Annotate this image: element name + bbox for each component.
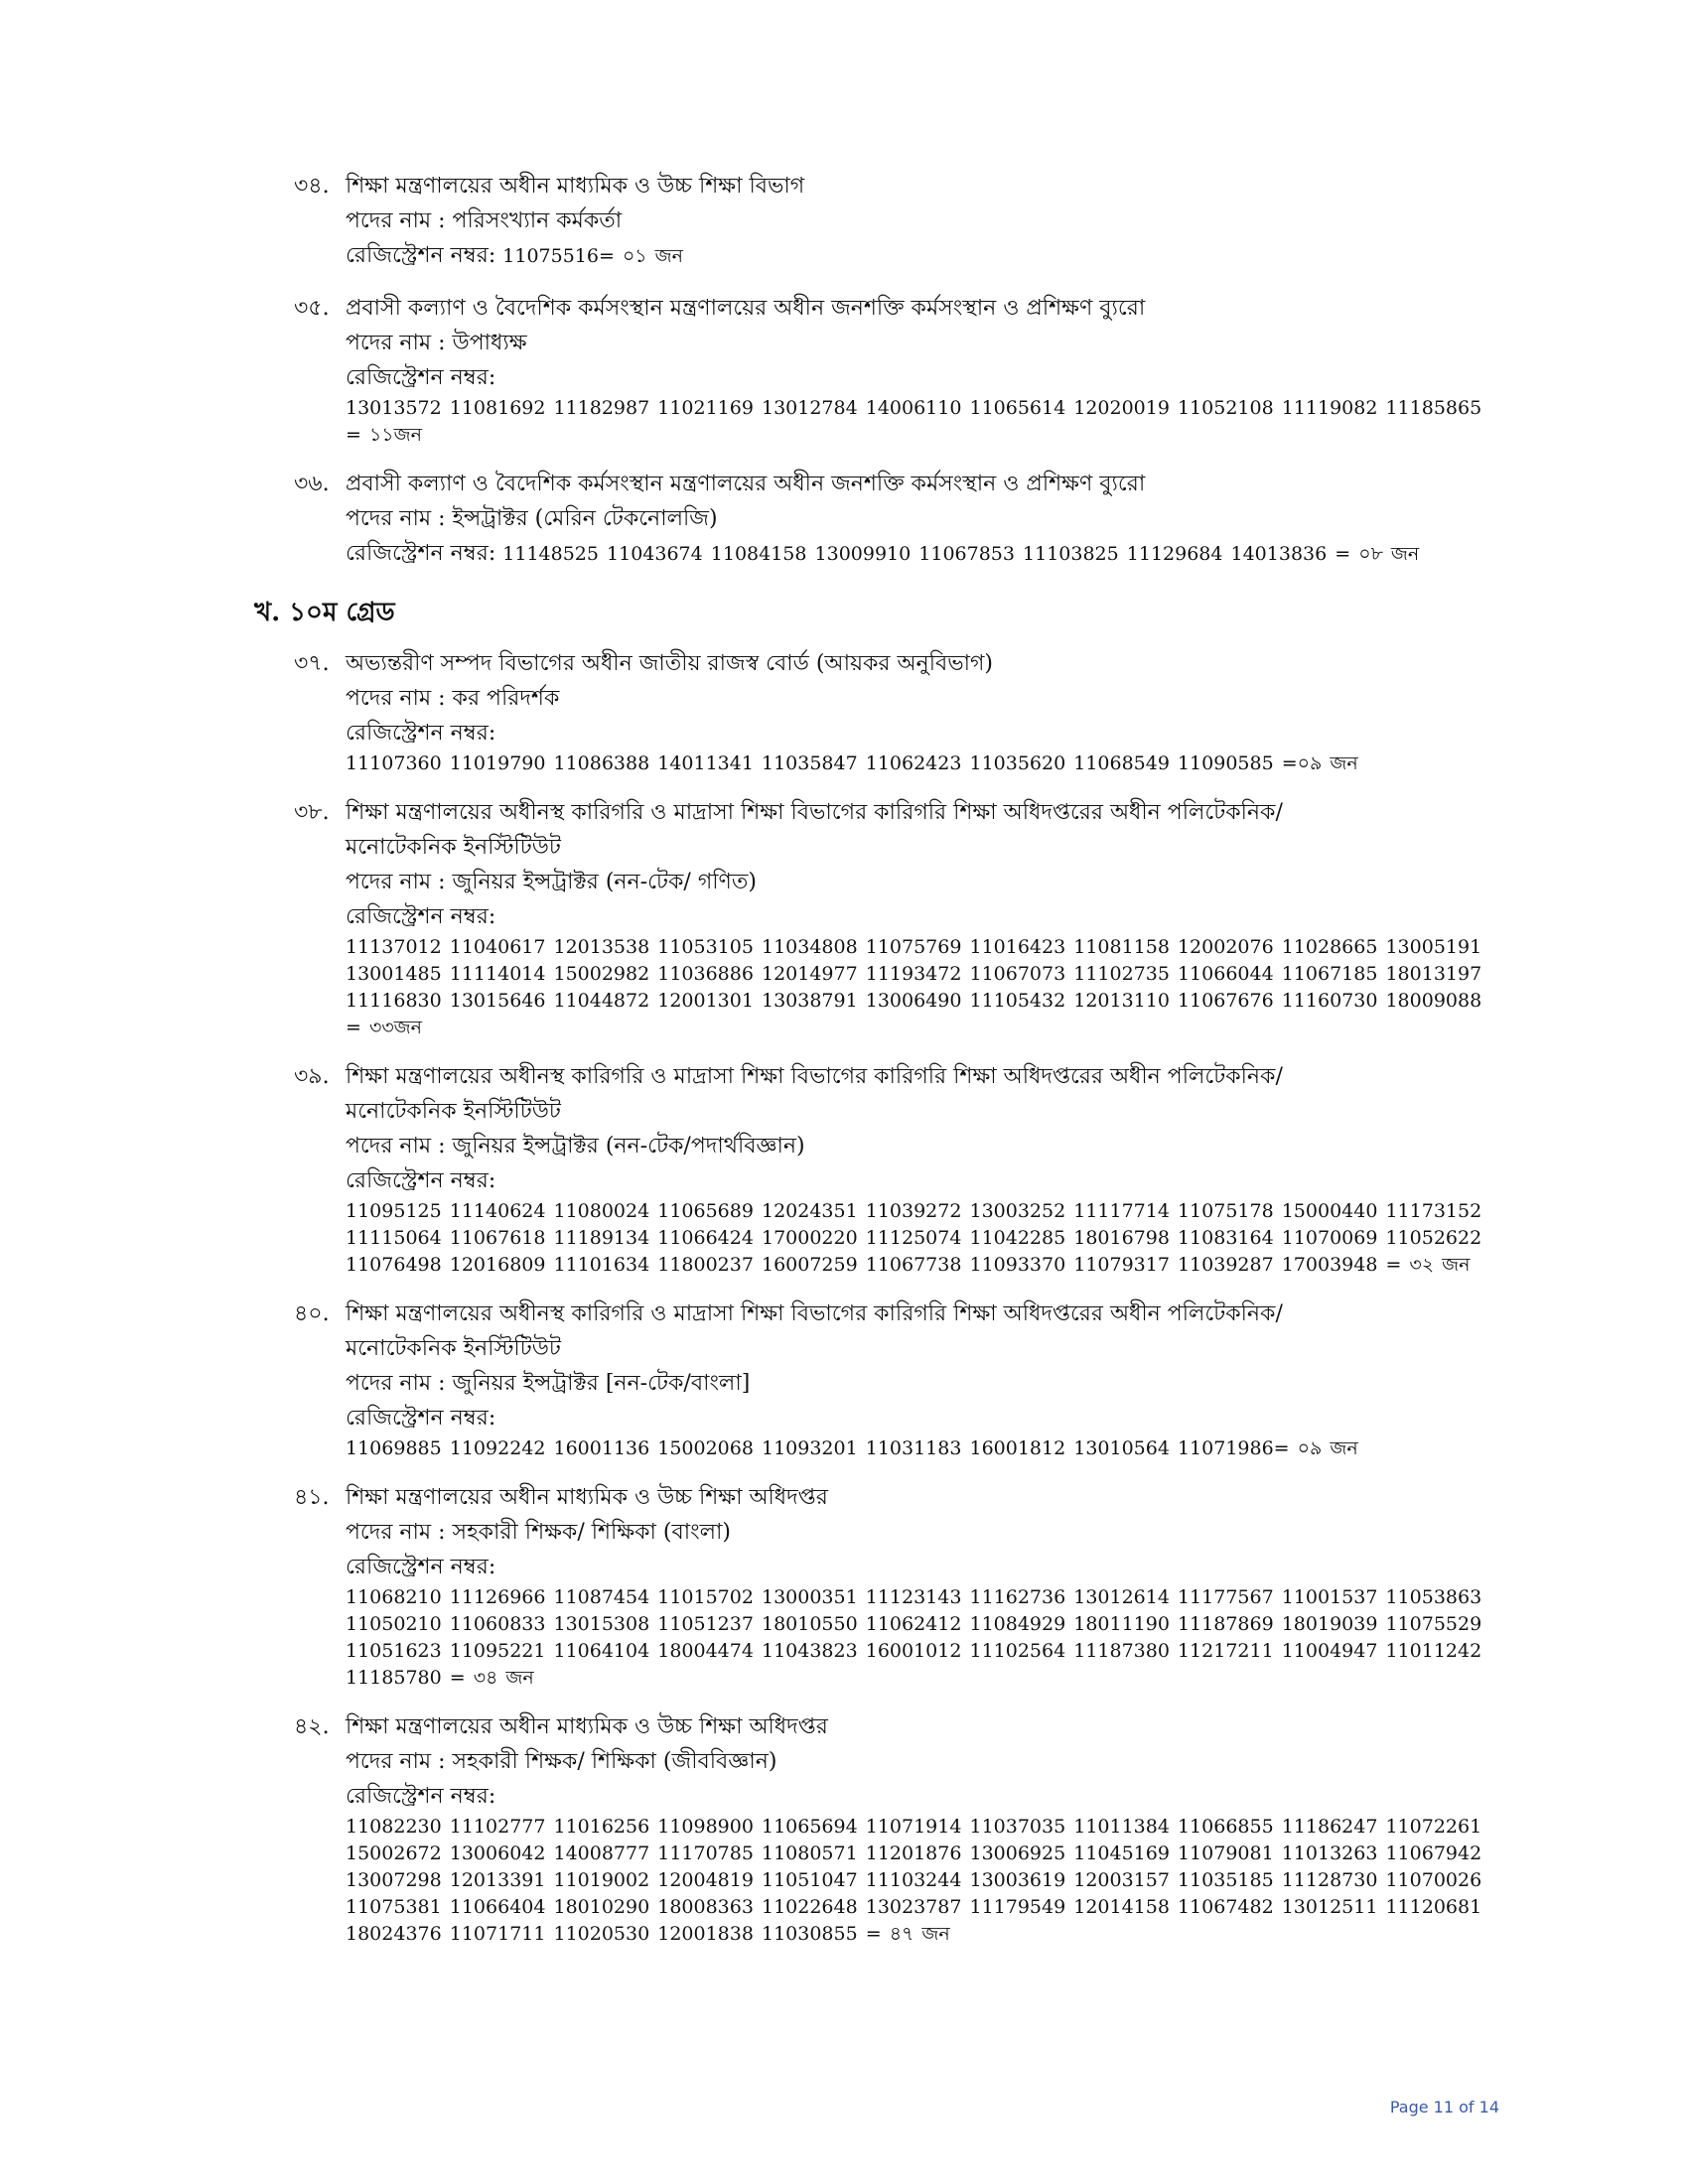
entry-item: [294, 291, 1505, 449]
registration-numbers-line: 11082230 11102777 11016256 11098900 11065694 11071914 11037035 11011384 11066855 11186247 11072261: [346, 1816, 1482, 1838]
entry-number: ৪১.: [294, 1485, 330, 1510]
post-name: পদের নাম : জুনিয়র ইন্সট্রাক্টর (নন-টেক/ গণিত): [346, 870, 757, 894]
registration-numbers-line: 11075381 11066404 18010290 18008363 11022648 13023787 11179549 12014158 11067482 13012511 11120681: [346, 1896, 1482, 1918]
registration-label: রেজিস্ট্রেশন নম্বর:: [346, 721, 496, 746]
registration-numbers-line: 11069885 11092242 16001136 15002068 11093201 11031183 16001812 13010564 11071986= ০৯ জন: [346, 1437, 1358, 1459]
entry-number: ৩৬.: [294, 472, 330, 496]
registration-numbers-line: 11107360 11019790 11086388 14011341 11035847 11062423 11035620 11068549 11090585 =০৯ জন: [346, 752, 1358, 774]
registration-numbers-line: 11076498 12016809 11101634 11800237 16007259 11067738 11093370 11079317 11039287 17003948 = ৩২ জন: [346, 1254, 1471, 1276]
entry-organization: শিক্ষা মন্ত্রণালয়ের অধীন মাধ্যমিক ও উচ্চ শিক্ষা বিভাগ: [346, 174, 805, 199]
page-content: [254, 169, 1505, 1966]
registration-numbers-line: 11050210 11060833 13015308 11051237 18010550 11062412 11084929 18011190 11187869 18019039 11075529: [346, 1613, 1482, 1635]
registration-label: রেজিস্ট্রেশন নম্বর:: [346, 1406, 496, 1431]
entry-organization: অভ্যন্তরীণ সম্পদ বিভাগের অধীন জাতীয় রাজস্ব বোর্ড (আয়কর অনুবিভাগ): [346, 651, 994, 676]
registration-numbers-inline: 11075516= ০১ জন: [502, 245, 684, 267]
registration-label: রেজিস্ট্রেশন নম্বর:: [346, 904, 496, 929]
registration-numbers-line: 13013572 11081692 11182987 11021169 13012784 14006110 11065614 12020019 11052108 11119082 11185865: [346, 397, 1482, 419]
post-name: পদের নাম : ইন্সট্রাক্টর (মেরিন টেকনোলজি): [346, 506, 718, 531]
registration-label-row: [346, 716, 1505, 751]
registration-numbers-inline: 11148525 11043674 11084158 13009910 11067853 11103825 11129684 14013836 = ০৮ জন: [502, 543, 1420, 565]
entry-item: [294, 795, 1505, 1041]
registration-numbers-line: 11095125 11140624 11080024 11065689 12024351 11039272 13003252 11117714 11075178 15000440 11173152: [346, 1200, 1482, 1222]
registration-numbers-line: 13001485 11114014 15002982 11036886 12014977 11193472 11067073 11102735 11066044 11067185 18013197: [346, 963, 1482, 985]
entry-heading: [294, 1709, 1505, 1744]
registration-numbers-line: 13007298 12013391 11019002 12004819 11051047 11103244 13003619 12003157 11035185 11128730 11070026: [346, 1869, 1482, 1891]
entry-number: ৪২.: [294, 1714, 330, 1739]
entry-organization-continued: মনোটেকনিক ইনস্টিটিউট: [346, 835, 561, 860]
entry-item: [294, 1297, 1505, 1462]
post-name: পদের নাম : উপাধ্যক্ষ: [346, 331, 527, 355]
entry-number: ৩৮.: [294, 800, 330, 825]
entry-organization-continued: মনোটেকনিক ইনস্টিটিউট: [346, 1336, 561, 1361]
entry-heading: [294, 646, 1505, 681]
entry-heading: [294, 1480, 1505, 1515]
registration-label: রেজিস্ট্রেশন নম্বর:: [346, 243, 496, 268]
entry-heading: [294, 1059, 1505, 1094]
entry-heading: [294, 1297, 1505, 1331]
entry-organization: শিক্ষা মন্ত্রণালয়ের অধীনস্থ কারিগরি ও মাদ্রাসা শিক্ষা বিভাগের কারিগরি শিক্ষা অধিদপ্তরের অধীন পলিটেকনিক/: [346, 1301, 1283, 1326]
entry-item: [294, 467, 1505, 571]
registration-label-row: [346, 536, 1505, 571]
entry-number: ৩৫.: [294, 296, 330, 321]
entry-item: [294, 1709, 1505, 1948]
entry-heading: [294, 169, 1505, 204]
registration-label: রেজিস্ট্রেশন নম্বর:: [346, 1168, 496, 1193]
post-name: পদের নাম : সহকারী শিক্ষক/ শিক্ষিকা (বাংলা): [346, 1520, 731, 1545]
entry-number: ৩৪.: [294, 174, 330, 199]
entries-group-b: [294, 646, 1505, 1948]
registration-numbers-line: 18024376 11071711 11020530 12001838 11030855 = ৪৭ জন: [346, 1923, 950, 1945]
registration-label-row: [346, 360, 1505, 395]
post-name: পদের নাম : কর পরিদর্শক: [346, 686, 560, 711]
entry-heading: [294, 795, 1505, 830]
registration-numbers-line: = ৩৩জন: [346, 1017, 423, 1038]
registration-numbers-line: 11068210 11126966 11087454 11015702 13000351 11123143 11162736 13012614 11177567 11001537 11053863: [346, 1586, 1482, 1608]
registration-label-row: [346, 1779, 1505, 1814]
entry-item: [294, 1059, 1505, 1279]
entry-organization: প্রবাসী কল্যাণ ও বৈদেশিক কর্মসংস্থান মন্ত্রণালয়ের অধীন জনশক্তি কর্মসংস্থান ও প্রশিক্ষণ ব্যুরো: [346, 296, 1146, 321]
post-name: পদের নাম : জুনিয়র ইন্সট্রাক্টর (নন-টেক/পদার্থবিজ্ঞান): [346, 1134, 805, 1159]
entry-organization: শিক্ষা মন্ত্রণালয়ের অধীনস্থ কারিগরি ও মাদ্রাসা শিক্ষা বিভাগের কারিগরি শিক্ষা অধিদপ্তরের অধীন পলিটেকনিক/: [346, 800, 1283, 825]
entry-item: [294, 169, 1505, 273]
entry-heading: [294, 291, 1505, 326]
entry-organization-continued: মনোটেকনিক ইনস্টিটিউট: [346, 1099, 561, 1124]
registration-label-row: [346, 238, 1505, 273]
entry-heading: [294, 467, 1505, 501]
registration-numbers-line: 11116830 13015646 11044872 12001301 13038791 13006490 11105432 12013110 11067676 11160730 18009088: [346, 990, 1482, 1012]
entry-organization: প্রবাসী কল্যাণ ও বৈদেশিক কর্মসংস্থান মন্ত্রণালয়ের অধীন জনশক্তি কর্মসংস্থান ও প্রশিক্ষণ ব্যুরো: [346, 472, 1146, 496]
post-name: পদের নাম : সহকারী শিক্ষক/ শিক্ষিকা (জীববিজ্ঞান): [346, 1749, 777, 1774]
entry-organization: শিক্ষা মন্ত্রণালয়ের অধীন মাধ্যমিক ও উচ্চ শিক্ষা অধিদপ্তর: [346, 1714, 828, 1739]
post-name: পদের নাম : পরিসংখ্যান কর্মকর্তা: [346, 208, 623, 233]
post-name: পদের নাম : জুনিয়র ইন্সট্রাক্টর [নন-টেক/বাংলা]: [346, 1371, 751, 1396]
entry-number: ৩৭.: [294, 651, 330, 676]
grade-heading: খ. ১০ম গ্রেড: [254, 598, 395, 627]
registration-numbers-line: = ১১জন: [346, 424, 422, 446]
registration-numbers-line: 11115064 11067618 11189134 11066424 17000220 11125074 11042285 18016798 11083164 11070069 11052622: [346, 1227, 1482, 1249]
registration-numbers-line: 15002672 13006042 14008777 11170785 11080571 11201876 13006925 11045169 11079081 11013263 11067942: [346, 1843, 1482, 1864]
registration-numbers-line: 11185780 = ৩৪ জন: [346, 1667, 534, 1689]
registration-label: রেজিস্ট্রেশন নম্বর:: [346, 365, 496, 390]
registration-label: রেজিস্ট্রেশন নম্বর:: [346, 1784, 496, 1809]
entry-number: ৪০.: [294, 1301, 330, 1326]
registration-label: রেজিস্ট্রেশন নম্বর:: [346, 541, 496, 566]
registration-label-row: [346, 1550, 1505, 1584]
entries-group-a: [294, 169, 1505, 571]
entry-organization: শিক্ষা মন্ত্রণালয়ের অধীনস্থ কারিগরি ও মাদ্রাসা শিক্ষা বিভাগের কারিগরি শিক্ষা অধিদপ্তরের অধীন পলিটেকনিক/: [346, 1064, 1283, 1089]
registration-label-row: [346, 899, 1505, 934]
entry-item: [294, 1480, 1505, 1692]
registration-label: রেজিস্ট্রেশন নম্বর:: [346, 1555, 496, 1579]
entry-item: [294, 646, 1505, 777]
registration-label-row: [346, 1163, 1505, 1198]
registration-numbers-line: 11051623 11095221 11064104 18004474 11043823 16001012 11102564 11187380 11217211 11004947 11011242: [346, 1640, 1482, 1662]
page-number: Page 11 of 14: [1389, 2098, 1499, 2116]
registration-numbers-line: 11137012 11040617 12013538 11053105 11034808 11075769 11016423 11081158 12002076 11028665 13005191: [346, 936, 1482, 958]
registration-label-row: [346, 1401, 1505, 1435]
entry-organization: শিক্ষা মন্ত্রণালয়ের অধীন মাধ্যমিক ও উচ্চ শিক্ষা অধিদপ্তর: [346, 1485, 828, 1510]
entry-number: ৩৯.: [294, 1064, 330, 1089]
